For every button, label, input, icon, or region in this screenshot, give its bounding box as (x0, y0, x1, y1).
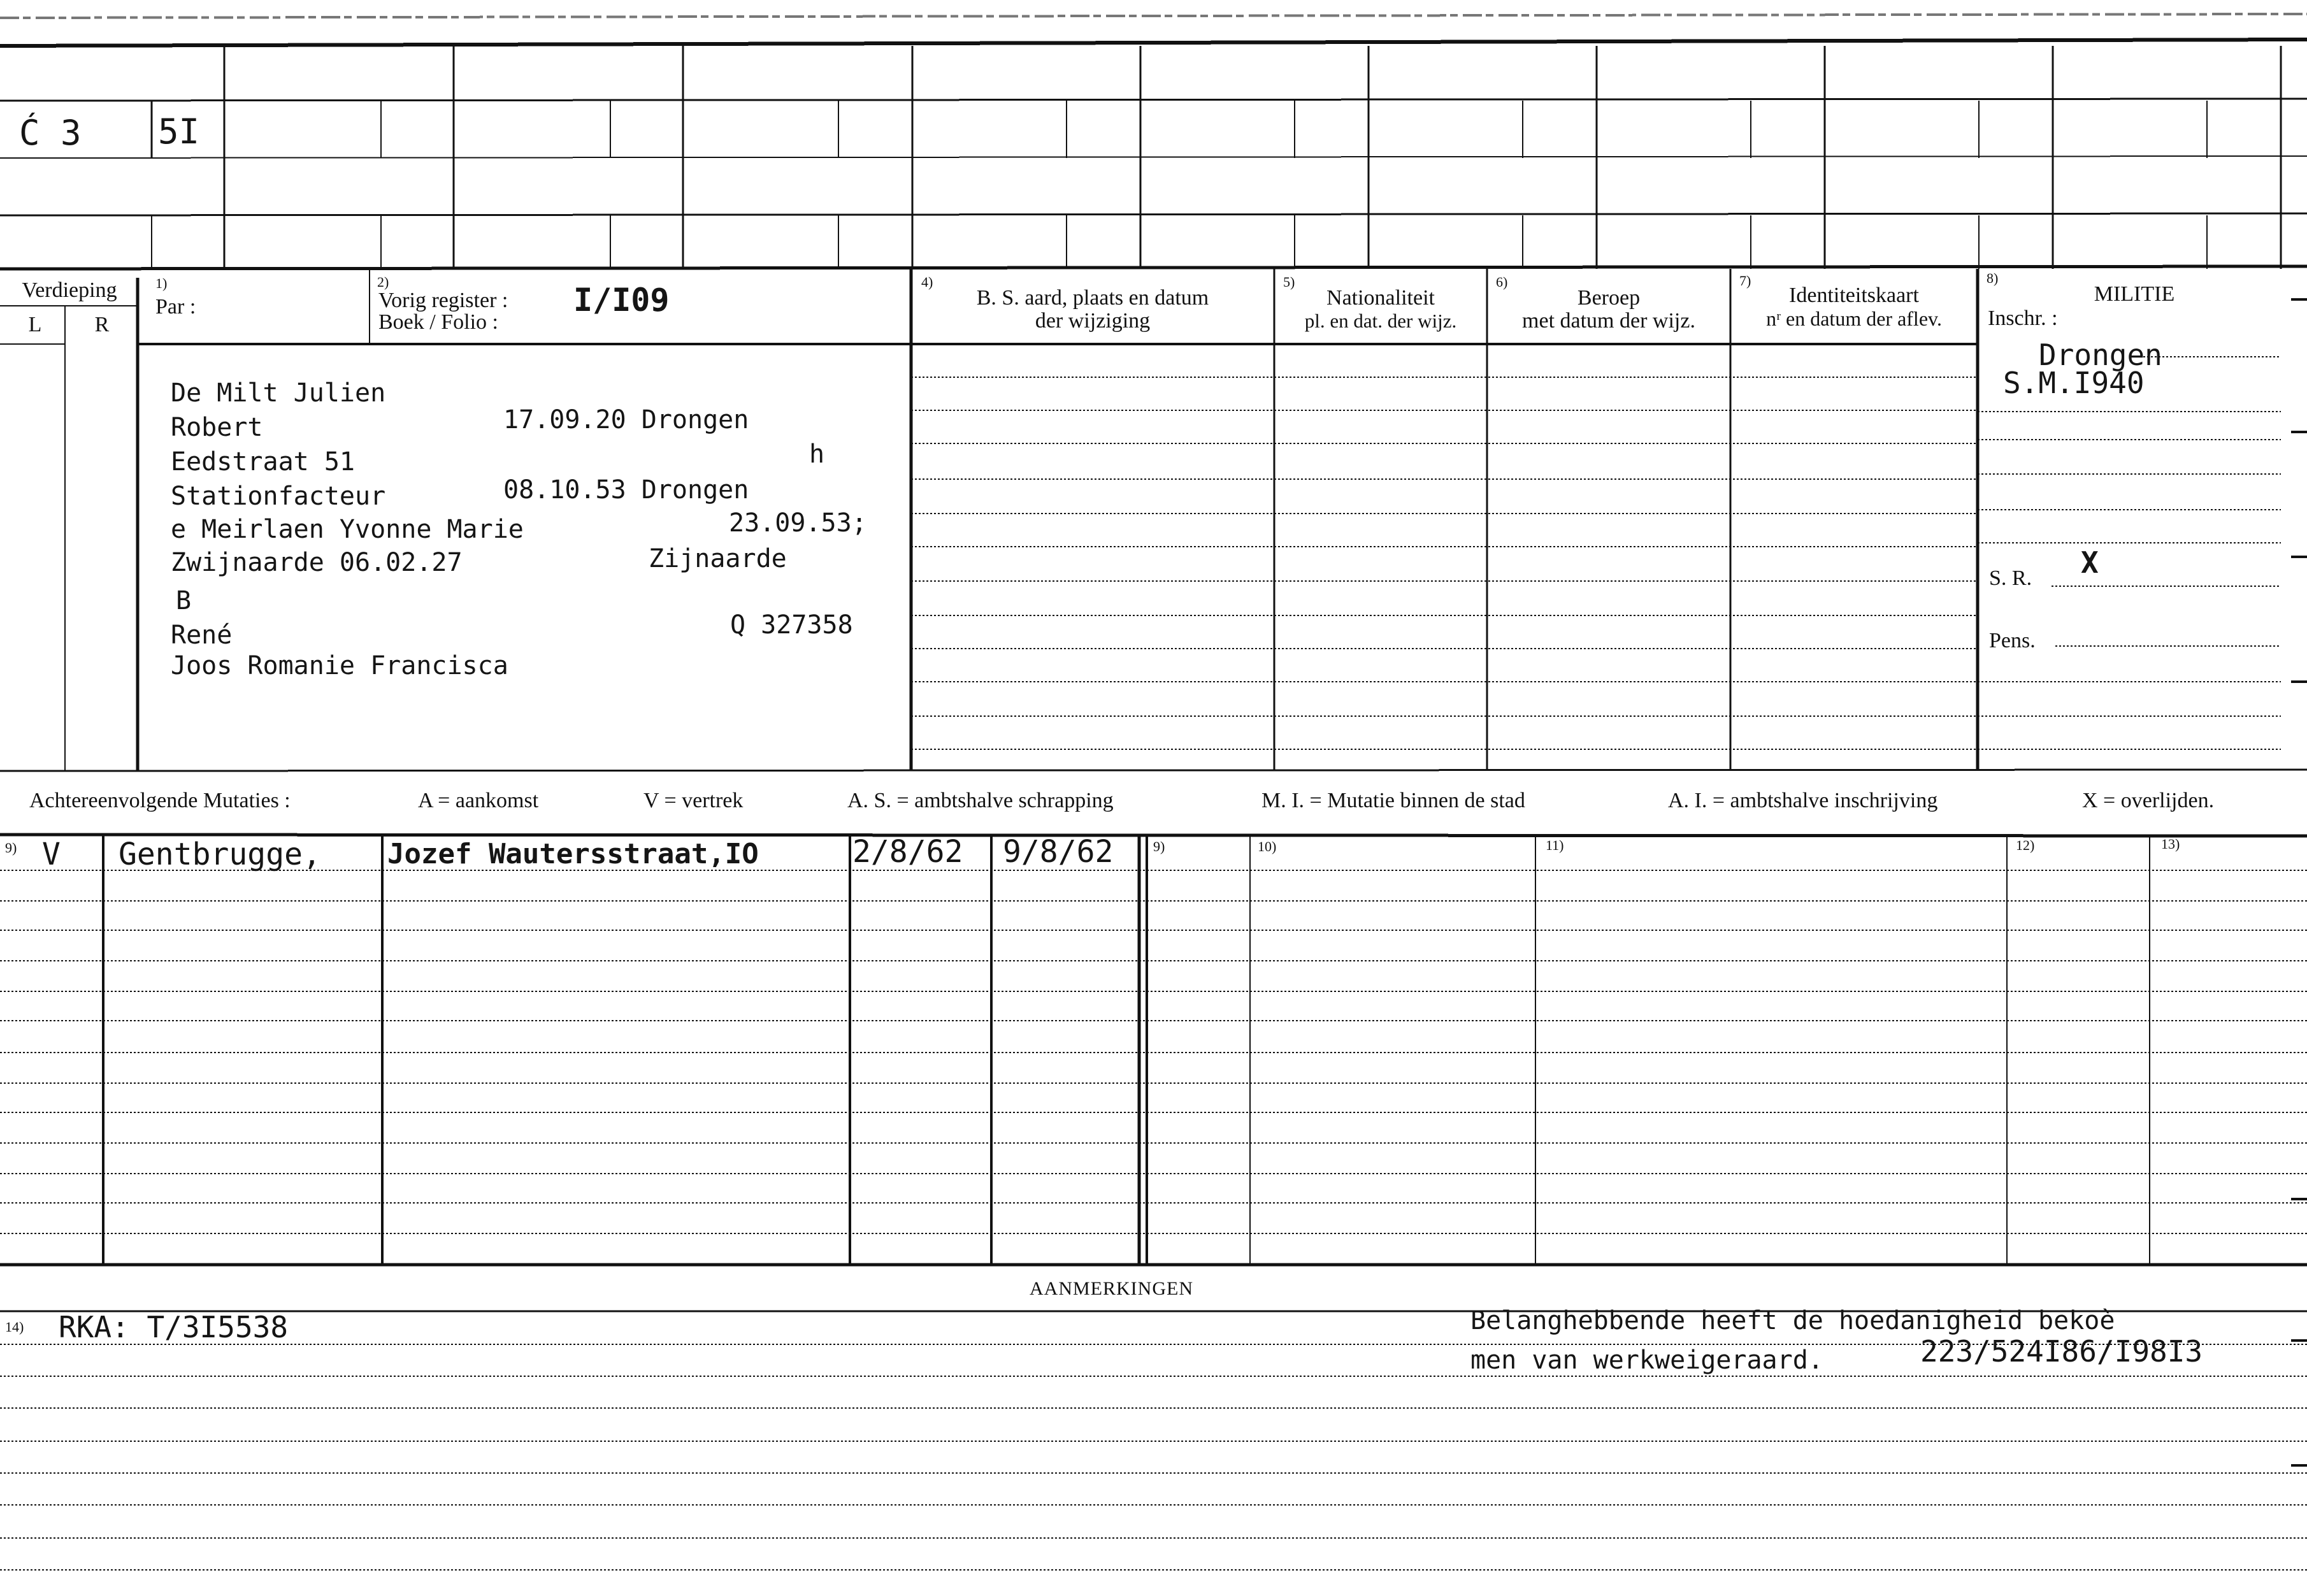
bs-header-line1: B. S. aard, plaats en datum (976, 286, 1209, 310)
militie-sr-label: S. R. (1989, 566, 2032, 590)
mut-sup-13: 13) (2161, 836, 2180, 852)
person-b-mark: B (176, 586, 192, 615)
person-spouse: e Meirlaen Yvonne Marie (171, 515, 524, 544)
boek-folio-label: Boek / Folio : (378, 310, 498, 334)
remarks-note-line1: Belanghebbende heeft de hoedanigheid bekoè (1470, 1306, 2115, 1335)
person-birth: 17.09.20 Drongen (503, 405, 749, 435)
mut-sup-9: 9) (5, 840, 17, 856)
bs-sup: 4) (921, 274, 933, 290)
mut-sup-11: 11) (1546, 837, 1564, 853)
person-occupation: Stationfacteur (171, 482, 386, 511)
mutation-date-1: 2/8/62 (852, 834, 963, 870)
ber-header-line2: met datum der wijz. (1522, 309, 1695, 333)
mutation-date-2: 9/8/62 (1003, 834, 1114, 870)
militie-sr-value: X (2081, 545, 2099, 580)
person-id-number: Q 327358 (730, 610, 853, 640)
mutation-street: Jozef Wautersstraat,IO (387, 838, 759, 870)
remarks-note-line2: men van werkweigeraard. (1470, 1346, 1823, 1375)
vorig-register-value: I/I09 (573, 282, 670, 319)
person-spouse-date: 23.09.53; (729, 508, 867, 538)
remarks-rka: RKA: T/3I5538 (59, 1310, 289, 1344)
person-mother: Joos Romanie Francisca (171, 651, 508, 680)
top-grid-number: 5I (158, 111, 200, 152)
vorig-register-label: Vorig register : (378, 289, 508, 312)
vorig-sup: 2) (377, 274, 389, 290)
legend-v: V = vertrek (643, 789, 744, 812)
mil-sup: 8) (1987, 270, 1999, 286)
verdieping-label: Verdieping (22, 278, 117, 302)
ber-header-line1: Beroep (1577, 286, 1641, 310)
legend-mi: M. I. = Mutatie binnen de stad (1261, 789, 1525, 812)
person-spouse-place: Zijnaarde (649, 544, 787, 573)
mut-sup-12: 12) (2016, 837, 2035, 853)
mutations-legend (29, 789, 2215, 813)
par-label: Par : (155, 295, 196, 319)
top-grid-code: Ć 3 (19, 113, 82, 153)
remarks-note-ref: 223/524I86/I98I3 (1920, 1334, 2203, 1369)
mut-sup-9b: 9) (1153, 838, 1165, 854)
person-address: Eedstraat 51 (171, 447, 355, 477)
person-h-mark: h (809, 440, 825, 469)
mut-sup-10: 10) (1258, 838, 1277, 854)
verdieping-l: L (28, 313, 42, 336)
mutation-type: V (42, 837, 61, 872)
remarks-title: AANMERKINGEN (1030, 1278, 1193, 1299)
militie-title: MILITIE (2094, 282, 2175, 306)
person-name: De Milt Julien (171, 378, 386, 408)
legend-title: Achtereenvolgende Mutaties : (29, 789, 291, 812)
militie-pens-label: Pens. (1989, 629, 2036, 652)
nat-header-line2: pl. en dat. der wijz. (1304, 310, 1457, 332)
legend-ai: A. I. = ambtshalve inschrijving (1668, 789, 1938, 812)
nat-sup: 5) (1283, 274, 1295, 290)
id-sup: 7) (1739, 273, 1751, 289)
bs-header-line2: der wijziging (1035, 309, 1151, 333)
verdieping-r: R (94, 313, 110, 336)
legend-a: A = aankomst (418, 789, 539, 812)
person-spouse-birth: Zwijnaarde 06.02.27 (171, 548, 463, 577)
remarks-sup-14: 14) (5, 1319, 24, 1335)
militie-inschr-label: Inschr. : (1988, 306, 2058, 330)
id-header-line1: Identiteitskaart (1789, 284, 1919, 307)
mutation-place: Gentbrugge, (119, 837, 321, 872)
legend-x: X = overlijden. (2082, 789, 2215, 812)
id-header-line2: nʳ en datum der aflev. (1766, 307, 1942, 330)
militie-sm: S.M.I940 (2003, 366, 2145, 400)
person-firstname: Robert (171, 413, 263, 442)
par-sup: 1) (155, 275, 168, 291)
militie-place: Drongen (2039, 338, 2162, 372)
ber-sup: 6) (1496, 274, 1508, 290)
person-rene: René (171, 621, 233, 650)
legend-as: A. S. = ambtshalve schrapping (847, 789, 1114, 812)
person-occupation-date: 08.10.53 Drongen (503, 475, 749, 505)
nat-header-line1: Nationaliteit (1326, 286, 1435, 310)
